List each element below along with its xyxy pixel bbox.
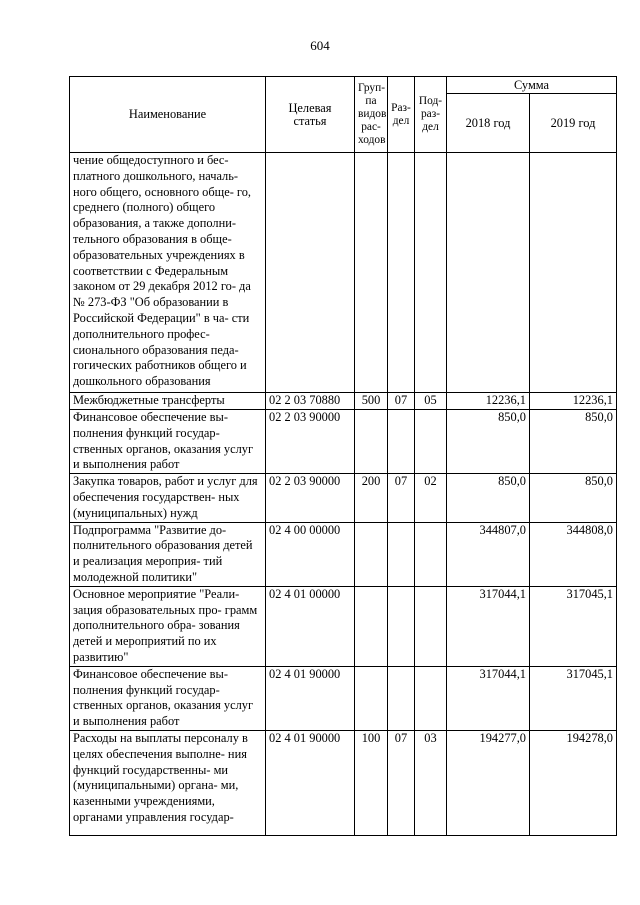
- row-target-code: 02 2 03 70880: [266, 393, 355, 410]
- row-section: [388, 586, 415, 666]
- header-year-2019: 2019 год: [530, 94, 617, 153]
- row-target-code: [266, 153, 355, 393]
- row-expense-group: 100: [355, 730, 388, 835]
- row-amount-2019: 344808,0: [530, 522, 617, 586]
- row-amount-2019: 317045,1: [530, 586, 617, 666]
- row-name: Основное мероприятие "Реали- зация образовательных про- грамм дополнительного обра- зования детей и мероприятий по их развитию": [70, 586, 266, 666]
- row-expense-group: [355, 666, 388, 730]
- header-line: Под-: [418, 95, 443, 107]
- header-line: ходов: [358, 134, 386, 146]
- row-expense-group: [355, 586, 388, 666]
- row-name: Финансовое обеспечение вы- полнения функций государ- ственных органов, оказания услуг и выполнения работ: [70, 410, 266, 474]
- header-name: Наименование: [70, 77, 266, 153]
- header-line: Раз-: [391, 101, 411, 114]
- row-section: 07: [388, 393, 415, 410]
- row-subsection: [415, 586, 447, 666]
- row-target-code: 02 4 01 90000: [266, 666, 355, 730]
- row-amount-2019: [530, 153, 617, 393]
- row-subsection: [415, 522, 447, 586]
- row-amount-2019: 850,0: [530, 410, 617, 474]
- table-row: [70, 410, 617, 474]
- row-subsection: 05: [415, 393, 447, 410]
- row-expense-group: 500: [355, 393, 388, 410]
- row-amount-2019: 194278,0: [530, 730, 617, 835]
- row-section: [388, 522, 415, 586]
- row-amount-2019: 317045,1: [530, 666, 617, 730]
- row-name: Финансовое обеспечение вы- полнения функций государ- ственных органов, оказания услуг и выполнения работ: [70, 666, 266, 730]
- row-target-code: 02 2 03 90000: [266, 410, 355, 474]
- row-target-code: 02 4 01 90000: [266, 730, 355, 835]
- page-number: 604: [310, 38, 330, 53]
- row-expense-group: 200: [355, 474, 388, 522]
- header-subsection: [415, 77, 447, 153]
- row-amount-2018: 194277,0: [447, 730, 530, 835]
- header-year-2018: 2018 год: [447, 94, 530, 153]
- table-row: [70, 586, 617, 666]
- row-amount-2018: 12236,1: [447, 393, 530, 410]
- row-name: Закупка товаров, работ и услуг для обеспечения государствен- ных (муниципальных) нужд: [70, 474, 266, 522]
- header-line: па: [365, 95, 377, 107]
- row-expense-group: [355, 153, 388, 393]
- row-section: 07: [388, 474, 415, 522]
- table-row: [70, 522, 617, 586]
- row-section: 07: [388, 730, 415, 835]
- row-name: чение общедоступного и бес- платного дошкольного, началь- ного общего, основного обще- го, среднего (полного) общего образования, а также дополни- тельного образования в обще- образовательных учреждениях в соответствии с Федеральным законом от 29 декабря 2012 го- да № 273-ФЗ "Об образовании в Российской Федерации" в ча- сти дополнительного профес- сионального образования педа- гогических работников общего и дошкольного образования: [70, 153, 266, 393]
- row-amount-2018: 850,0: [447, 410, 530, 474]
- header-sum: Сумма: [447, 77, 617, 94]
- row-amount-2018: [447, 153, 530, 393]
- row-amount-2019: 12236,1: [530, 393, 617, 410]
- budget-table: [69, 76, 617, 836]
- row-subsection: [415, 666, 447, 730]
- row-subsection: 02: [415, 474, 447, 522]
- row-subsection: [415, 410, 447, 474]
- row-section: [388, 666, 415, 730]
- header-line: видов: [358, 108, 387, 120]
- row-amount-2018: 850,0: [447, 474, 530, 522]
- row-subsection: [415, 153, 447, 393]
- table-row: [70, 153, 617, 393]
- row-section: [388, 153, 415, 393]
- row-target-code: 02 4 01 00000: [266, 586, 355, 666]
- row-amount-2018: 317044,1: [447, 586, 530, 666]
- header-line: рас-: [361, 121, 381, 133]
- row-amount-2018: 344807,0: [447, 522, 530, 586]
- table-row: [70, 474, 617, 522]
- header-target-line: Целевая статья: [288, 100, 332, 128]
- header-line: раз-: [420, 108, 441, 120]
- row-section: [388, 410, 415, 474]
- header-expense-group: [355, 77, 388, 153]
- header-target-article: [266, 77, 355, 153]
- header-line: Груп-: [358, 82, 385, 94]
- row-target-code: 02 2 03 90000: [266, 474, 355, 522]
- row-name: Межбюджетные трансферты: [70, 393, 266, 410]
- row-amount-2019: 850,0: [530, 474, 617, 522]
- table-row: [70, 730, 617, 835]
- row-expense-group: [355, 522, 388, 586]
- row-subsection: 03: [415, 730, 447, 835]
- row-target-code: 02 4 00 00000: [266, 522, 355, 586]
- row-name: Расходы на выплаты персоналу в целях обеспечения выполне- ния функций государственны- ми (муниципальными) органа- ми, казенными учреждениями, органами управления государ-: [70, 730, 266, 835]
- header-section: [388, 77, 415, 153]
- row-amount-2018: 317044,1: [447, 666, 530, 730]
- header-line: дел: [422, 121, 439, 133]
- header-line: дел: [392, 114, 410, 127]
- row-expense-group: [355, 410, 388, 474]
- table-row: [70, 393, 617, 410]
- row-name: Подпрограмма "Развитие до- полнительного образования детей и реализация мероприя- тий молодежной политики": [70, 522, 266, 586]
- table-row: [70, 666, 617, 730]
